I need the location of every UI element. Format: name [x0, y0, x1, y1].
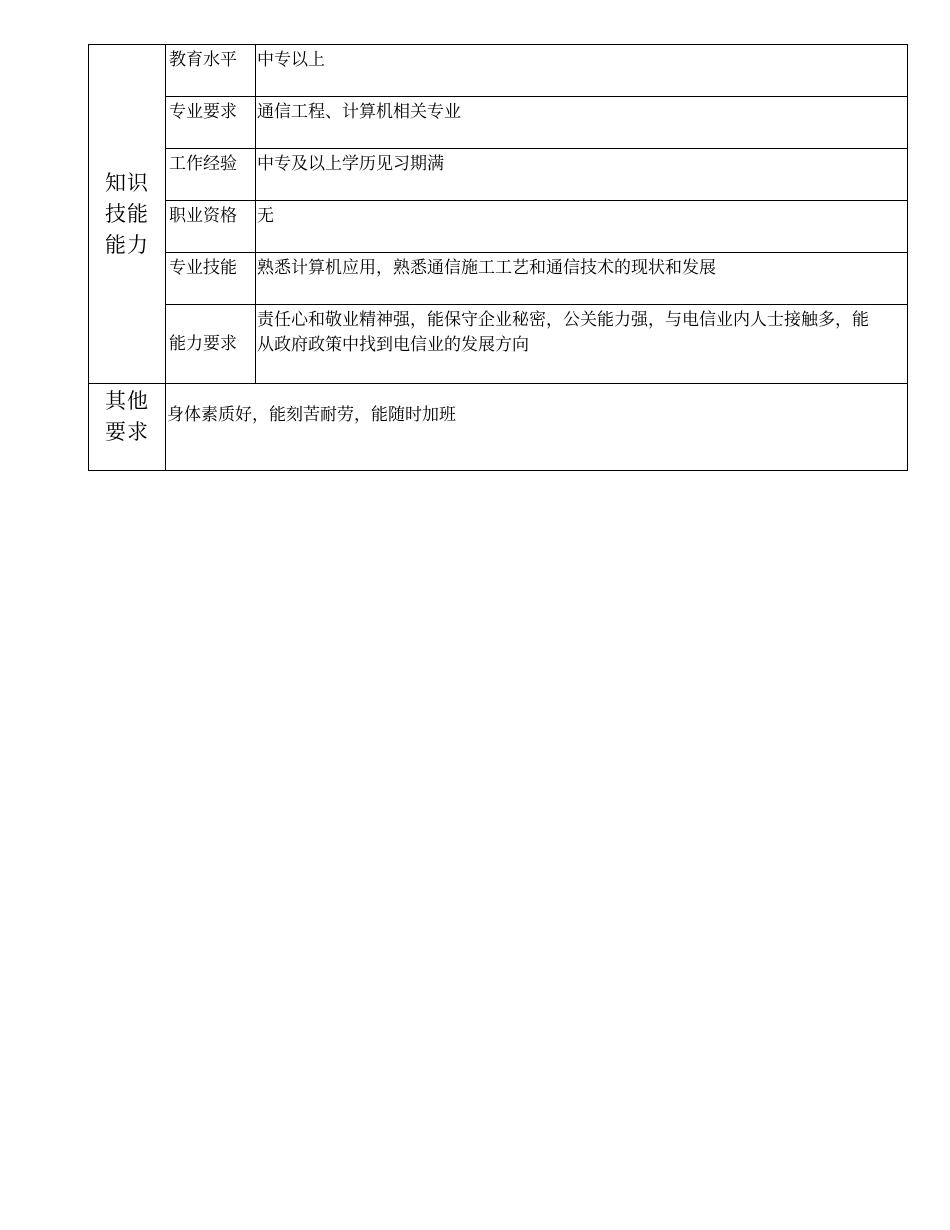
section-label-line: 要求: [105, 420, 149, 444]
table-row: [89, 45, 908, 97]
row-value-qualification: 无: [256, 201, 908, 253]
section-label-line: 知识: [105, 170, 149, 195]
row-label-education: 教育水平: [166, 45, 256, 97]
row-value-education: 中专以上: [256, 45, 908, 97]
other-requirements-value: 身体素质好，能刻苦耐劳，能随时加班: [166, 384, 908, 471]
section-label-line: 其他: [105, 389, 149, 413]
row-value-ability: 责任心和敬业精神强，能保守企业秘密，公关能力强，与电信业内人士接触多，能从政府政策中找到电信业的发展方向: [256, 305, 908, 384]
job-requirements-table: [88, 44, 908, 471]
table-row: [89, 305, 908, 384]
row-label-major: 专业要求: [166, 97, 256, 149]
table-row: [89, 384, 908, 471]
row-label-qualification: 职业资格: [166, 201, 256, 253]
table-row: [89, 149, 908, 201]
table-row: [89, 201, 908, 253]
row-label-ability: 能力要求: [166, 305, 256, 384]
row-value-experience: 中专及以上学历见习期满: [256, 149, 908, 201]
section-label-line: 能力: [105, 232, 149, 257]
row-label-skills: 专业技能: [166, 253, 256, 305]
section-label-line: 技能: [105, 201, 149, 226]
row-label-experience: 工作经验: [166, 149, 256, 201]
section-label-other: [89, 384, 166, 471]
section-label-knowledge: [89, 45, 166, 384]
table-row: [89, 97, 908, 149]
row-value-major: 通信工程、计算机相关专业: [256, 97, 908, 149]
table-row: [89, 253, 908, 305]
row-value-skills: 熟悉计算机应用，熟悉通信施工工艺和通信技术的现状和发展: [256, 253, 908, 305]
